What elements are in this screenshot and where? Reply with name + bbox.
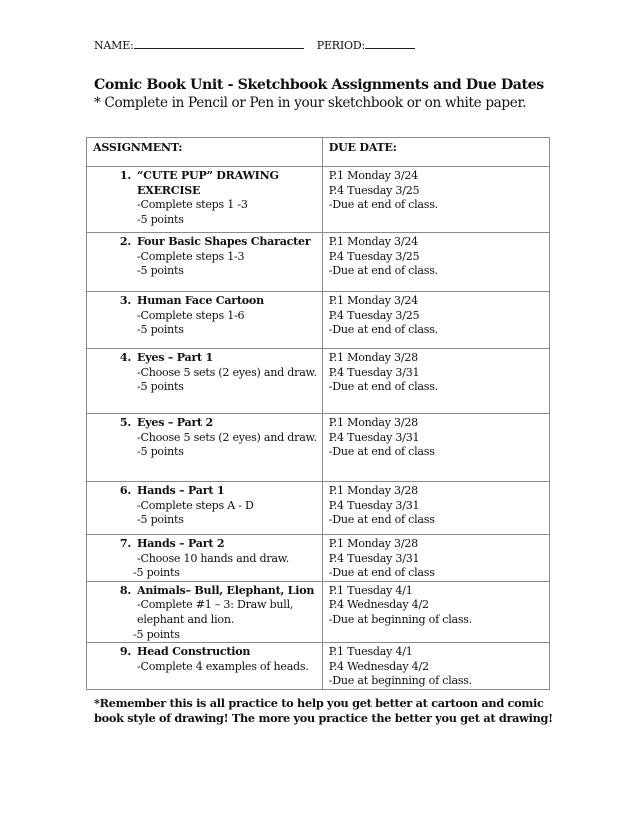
assignment-name: Eyes – Part 2 [137,416,214,429]
table-row [87,233,550,292]
due-date-cell [322,233,549,292]
assignment-body [137,416,317,460]
assignment-number: 9. [119,645,131,659]
header-due-date: DUE DATE: [322,138,549,167]
assignment-cell [87,535,323,582]
assignment-detail: -5 points [137,445,184,459]
due-date-line: -Due at end of class [328,445,435,459]
table-row [87,535,550,582]
document-title: Comic Book Unit - Sketchbook Assignments and Due Dates [94,77,544,93]
table-row [87,414,550,482]
assignment-body [137,351,317,395]
assignment-detail: -Complete #1 – 3: Draw bull, [137,598,294,612]
assignment-body [137,484,317,528]
assignment-detail: -Complete steps 1-3 [137,249,245,263]
assignment-item [93,294,317,338]
document-subtitle: * Complete in Pencil or Pen in your sketchbook or on white paper. [94,95,527,111]
assignment-cell [87,482,323,535]
due-date-line: -Due at beginning of class. [328,612,473,626]
assignment-item [93,351,317,395]
assignment-detail: -5 points [133,627,180,641]
due-date-line: P.4 Tuesday 3/25 [328,249,420,263]
assignment-item [93,537,317,581]
assignment-name: EXERCISE [137,183,201,197]
assignment-cell [87,581,323,642]
table-row [87,292,550,349]
due-date-line: -Due at end of class. [328,198,438,212]
due-date-line: P.4 Wednesday 4/2 [328,659,429,673]
assignment-name: Animals– Bull, Elephant, Lion [137,583,315,597]
assignment-body [137,169,317,227]
due-date-line: P.1 Monday 3/28 [328,416,418,429]
header-assignment: ASSIGNMENT: [87,138,323,167]
assignment-body [137,645,317,674]
due-date-line: P.4 Tuesday 3/31 [328,498,420,512]
table-row [87,349,550,414]
assignment-detail: -Complete 4 examples of heads. [137,659,309,673]
due-date-line: P.1 Monday 3/24 [328,169,418,182]
due-date-line: -Due at end of class. [328,323,438,337]
due-date-line: P.4 Tuesday 3/25 [328,183,420,197]
assignment-number: 6. [119,484,131,497]
assignment-item [93,235,317,279]
footnote-line: book style of drawing! The more you practice the better you get at drawing! [94,711,553,725]
due-date-cell [322,414,549,482]
assignment-name: Head Construction [137,645,251,659]
due-date-line: P.4 Wednesday 4/2 [328,598,429,612]
name-label: NAME: [94,39,134,52]
due-date-cell [322,643,549,690]
assignment-item [93,416,317,460]
assignment-detail: -5 points [137,264,184,278]
name-blank[interactable] [134,37,304,49]
assignment-name: Eyes – Part 1 [137,351,214,364]
assignment-detail: -5 points [137,212,184,226]
assignment-number: 7. [119,537,131,550]
due-date-line: -Due at end of class [328,566,435,580]
due-date-line: -Due at end of class. [328,264,438,278]
assignment-cell [87,167,323,233]
assignment-number: 1. [119,169,131,182]
assignment-detail: -Complete steps 1-6 [137,308,245,322]
due-date-line: P.4 Tuesday 3/31 [328,430,420,444]
assignment-cell [87,414,323,482]
assignment-body [137,235,317,279]
assignment-body [133,583,317,642]
due-date-line: P.1 Monday 3/28 [328,351,418,364]
assignment-name: “CUTE PUP” DRAWING [137,169,279,182]
assignments-table [86,137,550,690]
name-period-line [94,37,415,52]
table-header-row [87,138,550,167]
assignment-cell [87,643,323,690]
assignment-cell [87,233,323,292]
assignment-number: 8. [119,583,131,597]
due-date-line: P.1 Tuesday 4/1 [328,583,413,597]
due-date-line: -Due at end of class [328,513,435,527]
due-date-cell [322,349,549,414]
assignment-number: 5. [119,416,131,429]
due-date-line: P.4 Tuesday 3/25 [328,308,420,322]
period-blank[interactable] [365,37,415,49]
assignment-cell [87,292,323,349]
due-date-line: P.1 Monday 3/28 [328,484,418,497]
assignment-number: 3. [119,294,131,307]
assignment-name: Human Face Cartoon [137,294,264,307]
assignment-cell [87,349,323,414]
due-date-cell [322,292,549,349]
assignment-detail: -Complete steps 1 -3 [137,198,248,212]
due-date-line: -Due at end of class. [328,380,438,394]
table-row [87,482,550,535]
assignment-name: Four Basic Shapes Character [137,235,311,248]
period-label: PERIOD: [316,39,365,52]
table-row [87,581,550,642]
footnote-line: *Remember this is all practice to help you get better at cartoon and comic [94,696,544,710]
due-date-line: P.1 Tuesday 4/1 [328,645,413,659]
assignment-name: Hands – Part 2 [137,537,225,550]
assignment-detail: -Complete steps A - D [137,498,254,512]
due-date-cell [322,581,549,642]
due-date-cell [322,167,549,233]
assignment-detail: -Choose 5 sets (2 eyes) and draw. [137,430,317,444]
due-date-cell [322,535,549,582]
assignment-item [93,484,317,528]
assignment-number: 2. [119,235,131,248]
assignment-item [93,584,317,642]
assignment-name: Hands – Part 1 [137,484,225,497]
due-date-cell [322,482,549,535]
due-date-line: P.1 Monday 3/28 [328,537,418,550]
due-date-line: -Due at beginning of class. [328,674,473,688]
assignment-detail: -5 points [137,380,184,394]
assignment-detail: elephant and lion. [137,612,235,626]
assignment-item [93,169,317,227]
assignment-detail: -5 points [137,513,184,527]
due-date-line: P.4 Tuesday 3/31 [328,365,420,379]
assignment-body [137,294,317,338]
due-date-line: P.4 Tuesday 3/31 [328,551,420,565]
footnote [94,696,553,726]
assignment-detail: -5 points [133,566,180,580]
due-date-line: P.1 Monday 3/24 [328,294,418,307]
table-row [87,643,550,690]
assignment-detail: -5 points [137,323,184,337]
assignment-body [133,537,317,581]
assignment-number: 4. [119,351,131,364]
assignment-detail: -Choose 5 sets (2 eyes) and draw. [137,365,317,379]
assignment-detail: -Choose 10 hands and draw. [137,551,290,565]
assignment-item [93,645,317,674]
table-row [87,167,550,233]
due-date-line: P.1 Monday 3/24 [328,235,418,248]
